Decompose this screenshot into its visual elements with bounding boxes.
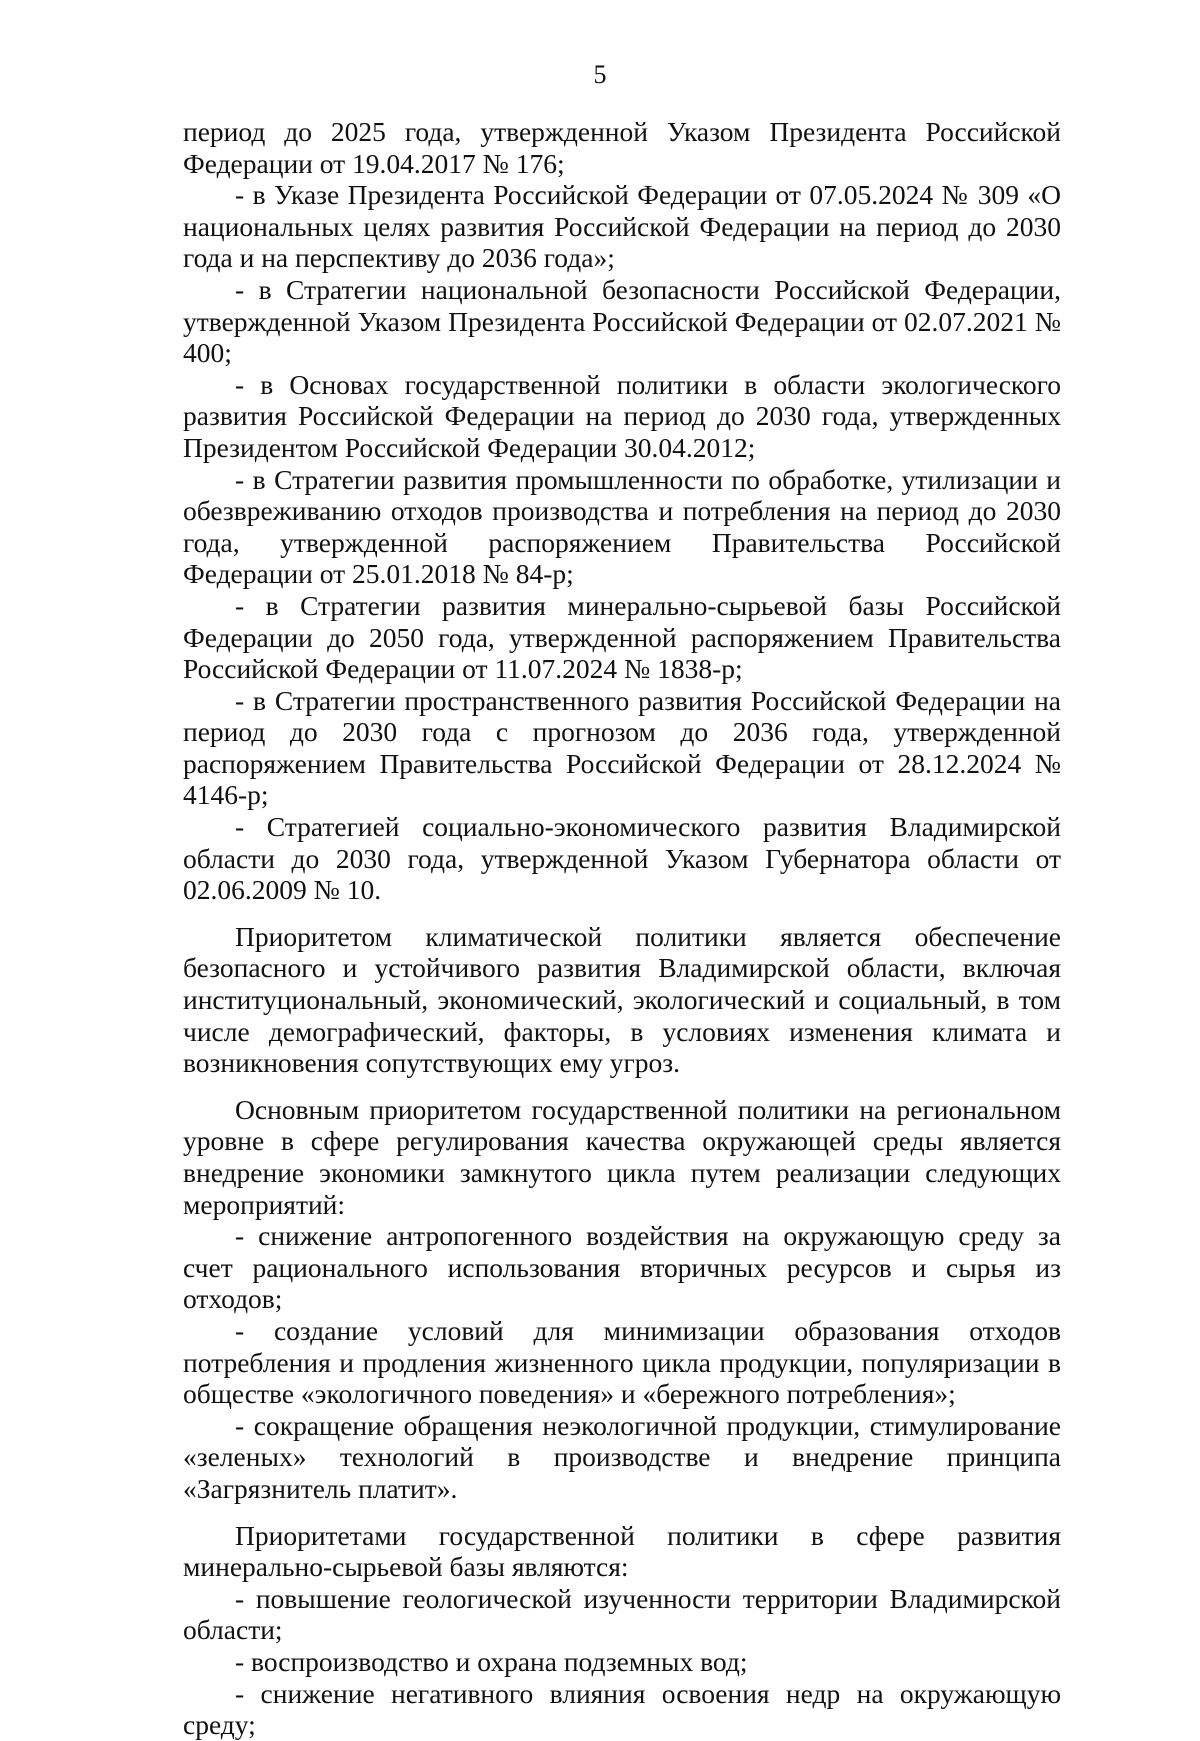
list-item-geological-study: - повышение геологической изученности территории Владимирской области; [183,1582,1061,1646]
list-item-anthropogenic-impact: - снижение антропогенного воздействия на окружающую среду за счет рационального использования вторичных ресурсов и сырья из отходов; [183,1220,1061,1315]
list-item-groundwater: - воспроизводство и охрана подземных вод; [235,1645,748,1677]
paragraph-continuation: период до 2025 года, утвержденной Указом Президента Российской Федерации от 19.04.2017 № 176; [183,116,1061,179]
paragraph-climate-priority: Приоритетом климатической политики является обеспечение безопасного и устойчивого развития Владимирской области, включая институциональный, экономический, экологический и социальный, в том числе демографический, факторы, в условиях изменения климата и возникновения сопутствующих ему угроз. [183,920,1061,1079]
list-item-spatial-strategy: - в Стратегии пространственного развития Российской Федерации на период до 2030 года с прогнозом до 2036 года, утвержденной распоряжением Правительства Российской Федерации от 28.12.2024 № 4146-р; [183,684,1061,811]
list-item-ecology-basics: - в Основах государственной политики в области экологического развития Российской Федерации на период до 2030 года, утвержденных Президентом Российской Федерации 30.04.2012; [183,368,1061,463]
list-item-regional-strategy: - Стратегией социально-экономического развития Владимирской области до 2030 года, утвержденной Указом Губернатора области от 02.06.2009 № 10. [183,811,1061,906]
list-item-green-technologies: - сокращение обращения неэкологичной продукции, стимулирование «зеленых» технологий в производстве и внедрение принципа «Загрязнитель платит». [183,1409,1061,1504]
page-number: 5 [593,60,607,89]
list-item-mineral-strategy: - в Стратегии развития минерально-сырьевой базы Российской Федерации до 2050 года, утвержденной распоряжением Правительства Российской Федерации от 11.07.2024 № 1838-р; [183,589,1061,685]
document-body [183,116,1061,1741]
list-item-security-strategy: - в Стратегии национальной безопасности Российской Федерации, утвержденной Указом Президента Российской Федерации от 02.07.2021 № 400; [183,273,1061,369]
paragraph-mineral-priorities: Приоритетами государственной политики в сфере развития минерально-сырьевой базы являются: [183,1519,1061,1583]
list-item-waste-strategy: - в Стратегии развития промышленности по обработке, утилизации и обезвреживанию отходов производства и потребления на период до 2030 года, утвержденной распоряжением Правительства Российской Федерации от 25.01.2018 № 84-р; [183,463,1061,590]
list-item-decree-309: - в Указе Президента Российской Федерации от 07.05.2024 № 309 «О национальных целях развития Российской Федерации на период до 2030 года и на перспективу до 2036 года»; [183,179,1061,274]
paragraph-environment-priority: Основным приоритетом государственной политики на региональном уровне в сфере регулирования качества окружающей среды является внедрение экономики замкнутого цикла путем реализации следующих мероприятий: [183,1093,1061,1220]
list-item-subsoil-impact: - снижение негативного влияния освоения недр на окружающую среду; [183,1677,1061,1741]
list-item-waste-minimization: - создание условий для минимизации образования отходов потребления и продления жизненного цикла продукции, популяризации в обществе «экологичного поведения» и «бережного потребления»; [183,1314,1061,1410]
